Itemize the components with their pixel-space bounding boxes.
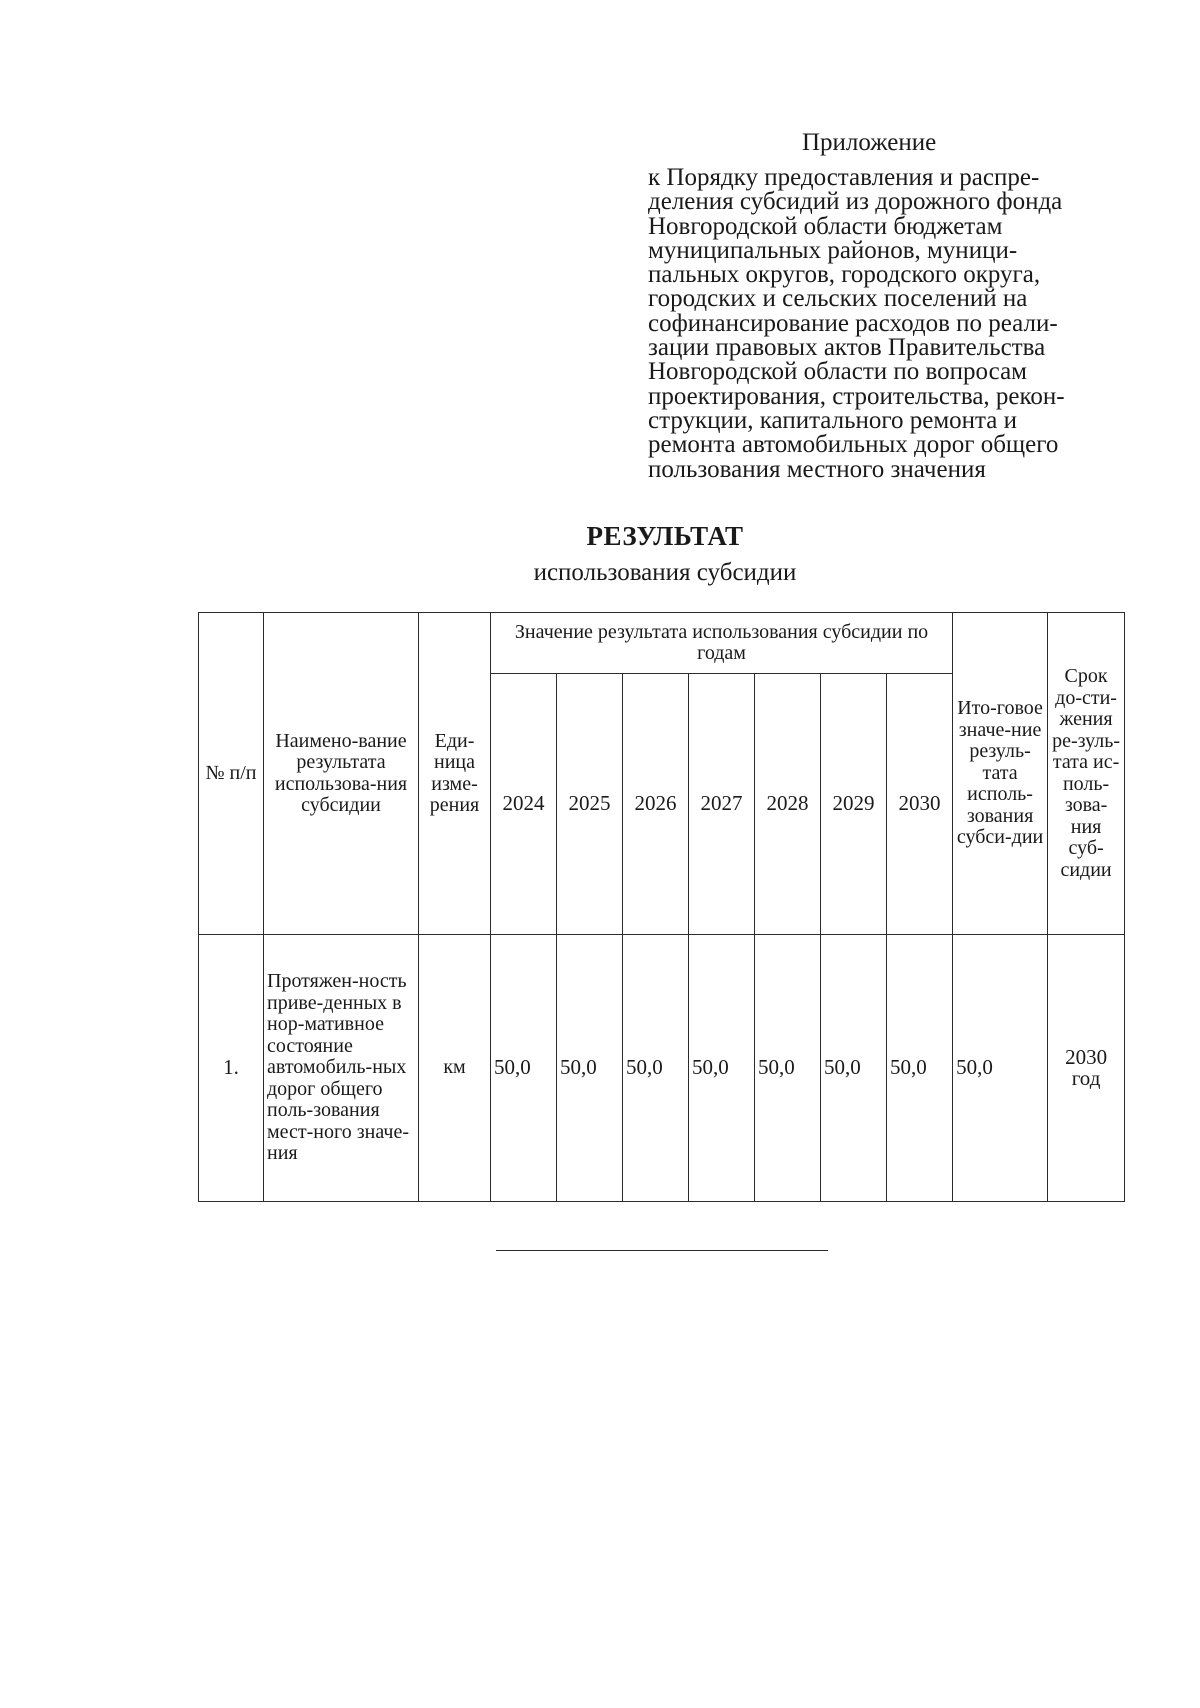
header-name: Наимено-вание результата использова-ния субсидии xyxy=(264,613,419,935)
appendix-line: зации правовых актов Правительства xyxy=(648,334,1046,362)
header-year: 2030 xyxy=(887,674,953,935)
cell-value: 50,0 xyxy=(689,935,755,1202)
cell-value: 50,0 xyxy=(755,935,821,1202)
cell-total: 50,0 xyxy=(953,935,1048,1202)
appendix-line: Новгородской области по вопросам xyxy=(648,358,1027,386)
header-year: 2025 xyxy=(557,674,623,935)
appendix-line: Новгородской области бюджетам xyxy=(648,212,1003,240)
appendix-line: проектирования, строительства, рекон- xyxy=(648,382,1065,410)
appendix-label: Приложение xyxy=(802,129,937,156)
header-total: Ито-говое значе-ние резуль-тата исполь-зования субси-дии xyxy=(953,613,1048,935)
cell-value: 50,0 xyxy=(557,935,623,1202)
document-title: РЕЗУЛЬТАТ xyxy=(586,521,744,551)
cell-deadline: 2030 год xyxy=(1048,935,1125,1202)
cell-value: 50,0 xyxy=(491,935,557,1202)
document-subtitle: использования субсидии xyxy=(533,559,797,586)
bottom-rule xyxy=(496,1250,828,1251)
header-year: 2027 xyxy=(689,674,755,935)
cell-value: 50,0 xyxy=(887,935,953,1202)
cell-value: 50,0 xyxy=(623,935,689,1202)
appendix-line: ремонта автомобильных дорог общего xyxy=(648,431,1059,459)
cell-name: Протяжен-ность приве-денных в нор-мативное состояние автомобиль-ных дорог общего поль-зования мест-ного значе-ния xyxy=(264,935,419,1202)
appendix-line: деления субсидий из дорожного фонда xyxy=(648,188,1063,216)
result-table xyxy=(198,612,1125,1202)
header-year: 2028 xyxy=(755,674,821,935)
header-values-group: Значение результата использования субсидии по годам xyxy=(491,613,953,674)
header-year: 2026 xyxy=(623,674,689,935)
cell-value: 50,0 xyxy=(821,935,887,1202)
appendix-text xyxy=(648,166,1118,482)
header-number: № п/п xyxy=(199,613,264,935)
appendix-line: струкции, капитального ремонта и xyxy=(648,406,1018,434)
appendix-line: пользования местного значения xyxy=(648,455,986,483)
table-row xyxy=(199,935,1125,1202)
header-deadline: Срок до-сти-жения ре-зуль-тата ис-поль-зова-ния суб-сидии xyxy=(1048,613,1125,935)
appendix-line: к Порядку предоставления и распре- xyxy=(648,164,1040,191)
header-unit: Еди-ница изме-рения xyxy=(419,613,491,935)
appendix-line: софинансирование расходов по реали- xyxy=(648,309,1058,337)
appendix-line: пальных округов, городского округа, xyxy=(648,261,1041,289)
header-year: 2024 xyxy=(491,674,557,935)
appendix-line: муниципальных районов, муници- xyxy=(648,236,1018,264)
header-year: 2029 xyxy=(821,674,887,935)
cell-unit: км xyxy=(419,935,491,1202)
cell-number: 1. xyxy=(199,935,264,1202)
table-header-row xyxy=(199,613,1125,674)
appendix-line: городских и сельских поселений на xyxy=(648,285,1028,313)
